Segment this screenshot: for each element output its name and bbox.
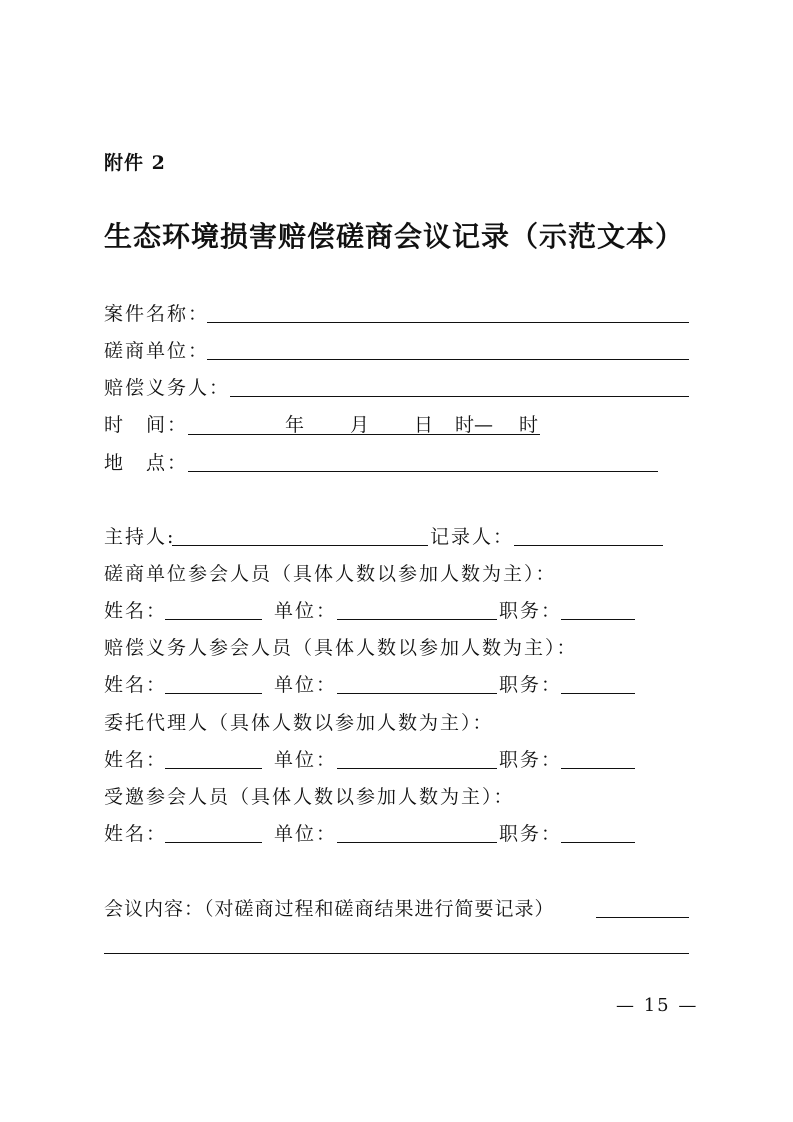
position-field[interactable] <box>561 842 635 843</box>
unit-field[interactable] <box>337 842 497 843</box>
unit-label: 单位： <box>274 674 338 696</box>
meeting-content-field[interactable] <box>596 917 689 918</box>
recorder-field[interactable] <box>514 545 663 546</box>
unit-label: 单位： <box>274 749 338 771</box>
case-name-label: 案件名称： <box>104 303 210 325</box>
unit-label: 单位： <box>274 600 338 622</box>
name-label: 姓名： <box>104 823 168 845</box>
name-field[interactable] <box>165 693 262 694</box>
name-field[interactable] <box>165 768 262 769</box>
page-number: — 15 — <box>616 995 699 1016</box>
name-label: 姓名： <box>104 600 168 622</box>
position-field[interactable] <box>561 619 635 620</box>
position-field[interactable] <box>561 768 635 769</box>
meeting-content-label: 会议内容：（对磋商过程和磋商结果进行简要记录） <box>104 898 555 920</box>
unit-field[interactable] <box>337 768 497 769</box>
name-field[interactable] <box>165 842 262 843</box>
position-label: 职务： <box>499 823 563 845</box>
document-title: 生态环境损害赔偿磋商会议记录（示范文本） <box>104 220 685 253</box>
unit-field[interactable] <box>337 619 497 620</box>
meeting-content-line[interactable] <box>104 953 689 954</box>
time-year: 年 <box>285 414 305 436</box>
name-field[interactable] <box>165 619 262 620</box>
place-label: 地 点： <box>104 452 189 474</box>
group-heading: 委托代理人（具体人数以参加人数为主）： <box>104 712 494 734</box>
position-label: 职务： <box>499 600 563 622</box>
time-day: 日 <box>414 414 434 436</box>
place-field[interactable] <box>188 471 658 472</box>
time-hour-from: 时— <box>455 414 494 436</box>
attachment-label: 附件 2 <box>104 152 166 174</box>
group-heading: 磋商单位参会人员（具体人数以参加人数为主）： <box>104 563 557 585</box>
unit-field[interactable] <box>337 693 497 694</box>
negotiation-unit-field[interactable] <box>207 359 689 360</box>
time-month: 月 <box>350 414 370 436</box>
name-label: 姓名： <box>104 749 168 771</box>
time-label: 时 间： <box>104 414 189 436</box>
host-label: 主持人: <box>104 526 176 548</box>
negotiation-unit-label: 磋商单位： <box>104 340 210 362</box>
position-field[interactable] <box>561 693 635 694</box>
position-label: 职务： <box>499 749 563 771</box>
case-name-field[interactable] <box>207 322 689 323</box>
group-heading: 赔偿义务人参会人员（具体人数以参加人数为主）： <box>104 637 578 659</box>
host-field[interactable] <box>172 545 428 546</box>
obligor-label: 赔偿义务人： <box>104 377 231 399</box>
group-heading: 受邀参会人员（具体人数以参加人数为主）： <box>104 786 515 808</box>
time-hour-to: 时 <box>519 414 539 436</box>
name-label: 姓名： <box>104 674 168 696</box>
recorder-label: 记录人： <box>430 526 515 548</box>
obligor-field[interactable] <box>230 396 689 397</box>
position-label: 职务： <box>499 674 563 696</box>
unit-label: 单位： <box>274 823 338 845</box>
